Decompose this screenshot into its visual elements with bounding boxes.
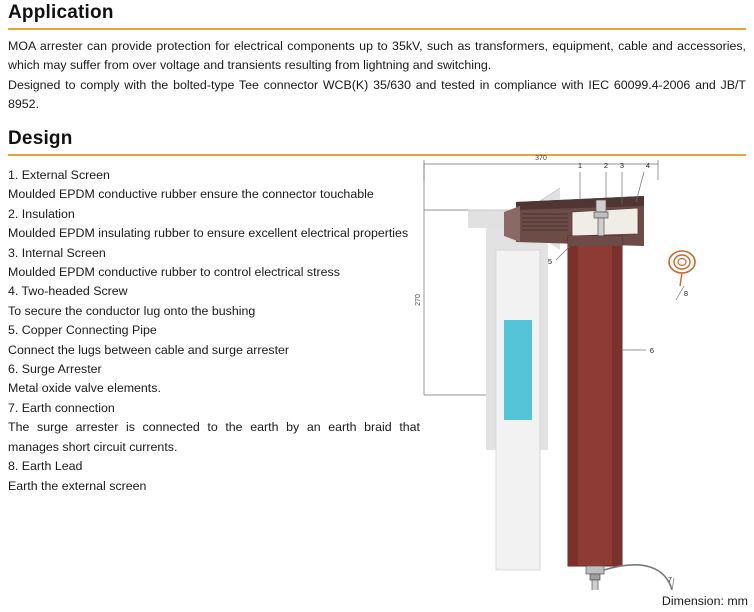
list-item: [8, 321, 420, 360]
design-item-desc: The surge arrester is connected to the earth by an earth braid that manages short circuit currents.: [8, 420, 420, 454]
callout-2: 2: [603, 161, 609, 170]
earth-lead-coil: [669, 251, 695, 286]
design-item-title: 8. Earth Lead: [8, 459, 83, 474]
ghost-cable-outline: [468, 188, 560, 570]
surge-arrester-body: [568, 236, 622, 566]
dimension-unit-note: Dimension: mm: [661, 594, 748, 608]
application-paragraph-1: MOA arrester can provide protection for electrical components up to 35kV, such as transformers, equipment, cable and accessories, which may suffer from over voltage and transients resulting from lightning and switching.: [8, 39, 746, 72]
list-item: [8, 457, 420, 496]
design-item-title: 2. Insulation: [8, 206, 75, 221]
application-divider: [8, 28, 746, 30]
list-item: [8, 399, 420, 457]
design-item-title: 1. External Screen: [8, 168, 110, 182]
callout-6: 6: [649, 346, 655, 355]
design-heading: Design: [8, 128, 73, 149]
list-item: [8, 282, 420, 321]
list-item: [8, 360, 420, 399]
list-item: [8, 166, 420, 205]
design-item-list: [8, 166, 420, 496]
design-item-desc: Earth the external screen: [8, 478, 147, 493]
design-item-desc: Moulded EPDM conductive rubber to control electrical stress: [8, 265, 340, 280]
callout-3: 3: [619, 161, 625, 170]
design-item-desc: Moulded EPDM insulating rubber to ensure excellent electrical properties: [8, 226, 409, 241]
design-item-title: 4. Two-headed Screw: [8, 284, 128, 299]
callout-1: 1: [577, 161, 583, 170]
application-paragraph-2: Designed to comply with the bolted-type Tee connector WCB(K) 35/630 and tested in compliance with IEC 60099.4-2006 and JB/T 8952.: [8, 78, 746, 111]
dimension-width-label: 370: [535, 155, 547, 162]
design-item-desc: Moulded EPDM conductive rubber ensure the connector touchable: [8, 187, 374, 202]
list-item: [8, 205, 420, 244]
design-item-title: 3. Internal Screen: [8, 245, 106, 260]
design-item-desc: Connect the lugs between cable and surge arrester: [8, 342, 290, 357]
product-cross-section-figure: [408, 150, 754, 590]
callout-8: 8: [683, 289, 689, 298]
callout-7: 7: [667, 575, 673, 584]
design-item-title: 5. Copper Connecting Pipe: [8, 323, 157, 338]
dimension-height-label: 270: [415, 294, 422, 306]
design-item-title: 7. Earth connection: [8, 400, 115, 415]
application-section: [8, 2, 746, 114]
callout-5: 5: [547, 257, 553, 266]
list-item: [8, 244, 420, 283]
cable-core-highlight: [504, 320, 532, 420]
design-item-title: 6. Surge Arrester: [8, 362, 102, 377]
application-heading: Application: [8, 2, 114, 23]
callout-4: 4: [645, 161, 651, 170]
earth-braid: [604, 565, 672, 590]
earth-stud: [586, 566, 604, 590]
design-item-desc: Metal oxide valve elements.: [8, 381, 161, 396]
design-item-desc: To secure the conductor lug onto the bushing: [8, 303, 256, 318]
